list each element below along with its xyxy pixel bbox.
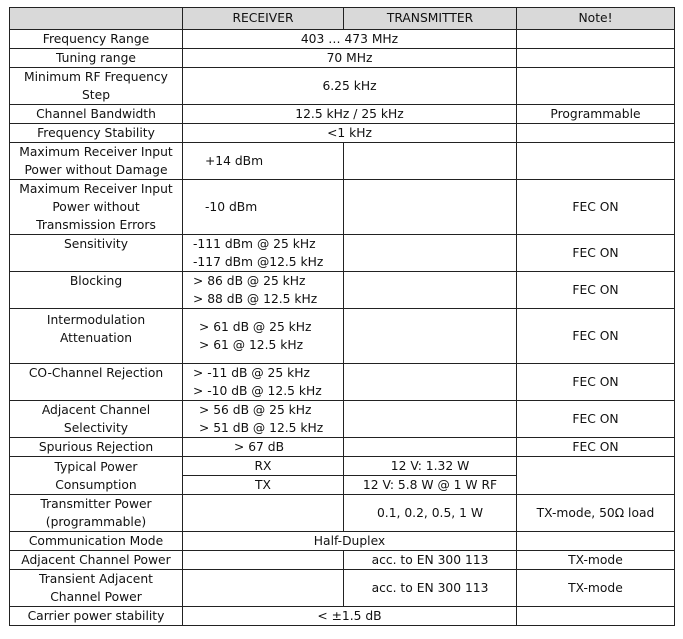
- value-cell: 70 MHz: [183, 49, 517, 68]
- receiver-cell: [183, 495, 344, 532]
- note-cell: TX-mode: [517, 551, 675, 570]
- transmitter-cell: [344, 401, 517, 438]
- row-frequency-stability: [10, 124, 675, 143]
- param-label: Adjacent Channel Selectivity: [10, 401, 183, 438]
- row-transient-acp: [10, 570, 675, 607]
- receiver-cell: -10 dBm: [183, 180, 344, 235]
- transmitter-cell: acc. to EN 300 113: [344, 551, 517, 570]
- receiver-line: > 56 dB @ 25 kHz: [199, 403, 312, 417]
- row-max-input-errors: [10, 180, 675, 235]
- transmitter-cell: [344, 438, 517, 457]
- value-cell: 12.5 kHz / 25 kHz: [183, 105, 517, 124]
- row-spurious: [10, 438, 675, 457]
- note-cell: Programmable: [517, 105, 675, 124]
- receiver-line: > -10 dB @ 12.5 kHz: [193, 384, 322, 398]
- transmitter-cell: [344, 309, 517, 364]
- row-adjacent-selectivity: [10, 401, 675, 438]
- receiver-cell: TX: [183, 476, 344, 495]
- receiver-cell: +14 dBm: [183, 143, 344, 180]
- param-label: Spurious Rejection: [10, 438, 183, 457]
- note-cell: FEC ON: [517, 438, 675, 457]
- param-label: Maximum Receiver Input Power without Damage: [10, 143, 183, 180]
- param-label: Frequency Range: [10, 30, 183, 49]
- param-label: Minimum RF Frequency Step: [10, 68, 183, 105]
- transmitter-cell: [344, 364, 517, 401]
- receiver-cell: [183, 272, 344, 309]
- note-cell: FEC ON: [517, 235, 675, 272]
- spec-table: [9, 7, 675, 626]
- param-label: Tuning range: [10, 49, 183, 68]
- row-intermodulation: [10, 309, 675, 364]
- param-label: Carrier power stability: [10, 607, 183, 626]
- value-cell: 403 … 473 MHz: [183, 30, 517, 49]
- receiver-line: > 88 dB @ 12.5 kHz: [193, 292, 318, 306]
- param-label: Communication Mode: [10, 532, 183, 551]
- param-label: Blocking: [10, 272, 183, 309]
- row-adjacent-channel-power: [10, 551, 675, 570]
- header-parameter: [10, 8, 183, 30]
- row-transmitter-power: [10, 495, 675, 532]
- param-label: Channel Bandwidth: [10, 105, 183, 124]
- note-cell: [517, 68, 675, 105]
- param-label: Transient Adjacent Channel Power: [10, 570, 183, 607]
- note-cell: [517, 457, 675, 495]
- param-label: Sensitivity: [10, 235, 183, 272]
- header-note: Note!: [517, 8, 675, 30]
- row-co-channel: [10, 364, 675, 401]
- note-cell: TX-mode, 50Ω load: [517, 495, 675, 532]
- note-cell: FEC ON: [517, 401, 675, 438]
- note-cell: [517, 607, 675, 626]
- receiver-line: -117 dBm @12.5 kHz: [193, 255, 324, 269]
- note-cell: FEC ON: [517, 364, 675, 401]
- row-channel-bandwidth: [10, 105, 675, 124]
- note-cell: [517, 143, 675, 180]
- receiver-cell: RX: [183, 457, 344, 476]
- receiver-line: -111 dBm @ 25 kHz: [193, 237, 316, 251]
- param-label: Transmitter Power (programmable): [10, 495, 183, 532]
- param-label: Frequency Stability: [10, 124, 183, 143]
- row-blocking: [10, 272, 675, 309]
- note-cell: [517, 49, 675, 68]
- transmitter-cell: 12 V: 1.32 W: [344, 457, 517, 476]
- value-cell: Half-Duplex: [183, 532, 517, 551]
- receiver-line: > 61 @ 12.5 kHz: [199, 338, 304, 352]
- row-communication-mode: [10, 532, 675, 551]
- receiver-line: > 86 dB @ 25 kHz: [193, 274, 306, 288]
- receiver-cell: [183, 401, 344, 438]
- transmitter-cell: 0.1, 0.2, 0.5, 1 W: [344, 495, 517, 532]
- row-sensitivity: [10, 235, 675, 272]
- transmitter-cell: [344, 180, 517, 235]
- header-receiver: RECEIVER: [183, 8, 344, 30]
- note-cell: FEC ON: [517, 272, 675, 309]
- row-max-input-damage: [10, 143, 675, 180]
- param-label: Maximum Receiver Input Power without Transmission Errors: [10, 180, 183, 235]
- row-tuning-range: [10, 49, 675, 68]
- receiver-line: > 51 dB @ 12.5 kHz: [199, 421, 324, 435]
- transmitter-cell: [344, 143, 517, 180]
- transmitter-cell: 12 V: 5.8 W @ 1 W RF: [344, 476, 517, 495]
- row-frequency-range: [10, 30, 675, 49]
- receiver-cell: > 67 dB: [183, 438, 344, 457]
- note-cell: FEC ON: [517, 180, 675, 235]
- value-cell: 6.25 kHz: [183, 68, 517, 105]
- note-cell: TX-mode: [517, 570, 675, 607]
- row-power-rx: [10, 457, 675, 476]
- value-cell: <1 kHz: [183, 124, 517, 143]
- receiver-cell: [183, 364, 344, 401]
- transmitter-cell: [344, 272, 517, 309]
- receiver-cell: [183, 570, 344, 607]
- param-label: Typical Power Consumption: [10, 457, 183, 495]
- note-cell: [517, 124, 675, 143]
- param-label: Intermodulation Attenuation: [10, 309, 183, 364]
- receiver-line: > 61 dB @ 25 kHz: [199, 320, 312, 334]
- row-min-rf-step: [10, 68, 675, 105]
- value-cell: < ±1.5 dB: [183, 607, 517, 626]
- note-cell: FEC ON: [517, 309, 675, 364]
- param-label: Adjacent Channel Power: [10, 551, 183, 570]
- header-transmitter: TRANSMITTER: [344, 8, 517, 30]
- receiver-cell: [183, 551, 344, 570]
- transmitter-cell: acc. to EN 300 113: [344, 570, 517, 607]
- param-label: CO-Channel Rejection: [10, 364, 183, 401]
- row-carrier-stability: [10, 607, 675, 626]
- receiver-line: > -11 dB @ 25 kHz: [193, 366, 310, 380]
- note-cell: [517, 532, 675, 551]
- transmitter-cell: [344, 235, 517, 272]
- note-cell: [517, 30, 675, 49]
- header-row: [10, 8, 675, 30]
- receiver-cell: [183, 235, 344, 272]
- receiver-cell: [183, 309, 344, 364]
